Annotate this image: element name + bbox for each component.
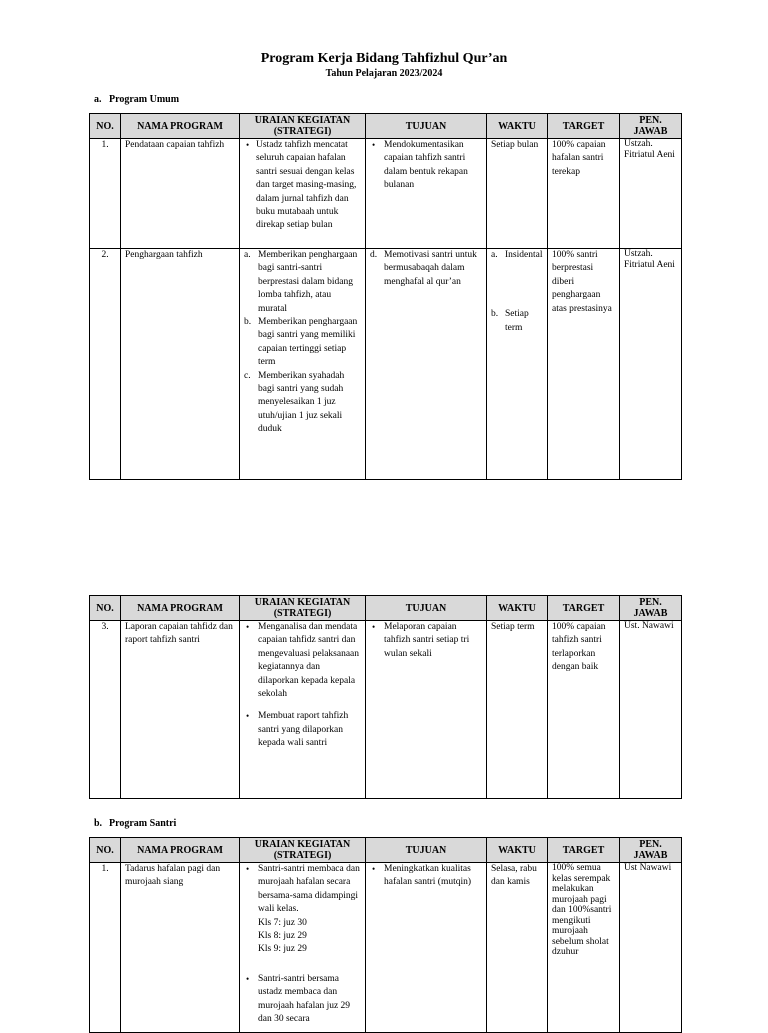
program-umum-table [89,113,682,480]
row-no: 3. [90,621,121,799]
header-pj-line2: JAWAB [633,126,668,137]
row-uraian [240,249,366,480]
document-title: Program Kerja Bidang Tahfizhul Qur’an [260,51,508,66]
bullet-marker: • [372,622,376,632]
waktu-list [491,249,543,335]
table-row [90,249,682,480]
header-waktu: WAKTU [487,114,548,139]
row-target: 100% capaian tahfizh santri terlaporkan dengan baik [548,621,620,799]
header-uraian [240,596,366,621]
document-subtitle: Tahun Pelajaran 2023/2024 [325,68,443,79]
header-waktu: WAKTU [487,838,548,863]
header-program: NAMA PROGRAM [121,596,240,621]
row-waktu: Selasa, rabu dan kamis [487,863,548,1033]
bullet-marker: • [246,711,250,722]
list-item-text: Memberikan penghargaan bagi santri-santri berprestasi dalam bidang lomba tahfizh, atau muratal [258,250,358,314]
row-waktu: Setiap bulan [487,139,548,249]
bullet-marker: • [372,864,376,874]
row-tujuan [366,863,487,1033]
header-pj [620,596,682,621]
header-pj [620,838,682,863]
row-target: 100% semua kelas serempak melakukan murojaah pagi dan 100%santri mengikuti murojaah sebelum sholat dzuhur [548,863,620,1033]
list-item-text: Santri-santri bersama ustadz membaca dan murojaah hafalan juz 29 dan 30 secara [258,973,351,1025]
row-tujuan [366,139,487,249]
list-item-text: Santri-santri membaca dan murojaah hafalan secara bersama-sama didampingi wali kelas. [258,864,360,915]
list-item-text: Memberikan syahadah bagi santri yang sudah menyelesaikan 1 juz utuh/ujian 1 juz sekali duduk [258,370,345,435]
list-item [244,370,361,437]
header-uraian-line2: (STRATEGI) [273,608,332,619]
bullet-marker: • [246,140,250,150]
list-item [370,249,482,289]
class-target-kls-7: Kls 7: juz 30 [258,917,307,928]
row-pj: Ustzah. Fitriatul Aeni [620,249,682,480]
tujuan-list [370,249,482,289]
table-header-row [90,596,682,621]
uraian-list [244,621,361,751]
header-uraian-line1: URAIAN KEGIATAN [254,597,351,608]
bullet-marker: • [372,140,376,150]
uraian-list [244,249,361,437]
row-program: Tadarus hafalan pagi dan murojaah siang [121,863,240,1033]
section-title: Program Umum [109,94,180,105]
row-uraian [240,621,366,799]
list-item [244,973,361,1027]
class-target-kls-9: Kls 9: juz 29 [258,944,307,955]
list-item-text: Memberikan penghargaan bagi santri yang memiliki capaian tertinggi setiap term [258,317,358,368]
header-target: TARGET [548,838,620,863]
uraian-list [244,863,361,1026]
section-heading-program-santri [94,818,176,829]
list-marker: b. [491,309,499,320]
bullet-marker: • [246,973,250,984]
list-item [244,139,361,233]
tujuan-list [370,863,482,890]
table-row [90,863,682,1033]
row-uraian [240,863,366,1033]
list-marker: c. [244,370,251,381]
row-no: 1. [90,863,121,1033]
row-no: 1. [90,139,121,249]
table-header-row [90,838,682,863]
list-marker: d. [370,250,378,260]
row-uraian [240,139,366,249]
header-tujuan: TUJUAN [366,838,487,863]
section-heading-program-umum [94,94,179,105]
list-item [244,249,361,316]
list-item-text: Ustadz tahfizh mencatat seluruh capaian hafalan santri sesuai dengan kelas dan target masing-masing, dalam jurnal tahfizh dan buku mutabaah untuk direkap setiap bulan [256,140,357,231]
row-pj: Ust. Nawawi [620,621,682,799]
list-item [370,621,482,661]
header-tujuan: TUJUAN [366,596,487,621]
list-marker: b. [244,317,252,328]
class-target-kls-8: Kls 8: juz 29 [258,931,307,942]
header-uraian-line2: (STRATEGI) [273,126,332,137]
header-pj-line1: PEN. [639,597,662,608]
list-item [244,621,361,701]
row-program: Penghargaan tahfizh [121,249,240,480]
list-item [491,308,543,335]
table-header-row [90,114,682,139]
section-marker: a. [94,94,102,105]
row-no: 2. [90,249,121,480]
list-item-text: Memotivasi santri untuk bermusabaqah dalam menghafal al qur’an [384,250,477,287]
header-pj-line2: JAWAB [633,608,668,619]
header-waktu: WAKTU [487,596,548,621]
header-tujuan: TUJUAN [366,114,487,139]
list-item-text: Meningkatkan kualitas hafalan santri (mutqin) [384,864,472,888]
header-no: NO. [90,114,121,139]
list-item-text: Insidental [505,250,543,260]
header-program: NAMA PROGRAM [121,114,240,139]
row-pj: Ustzah. Fitriatul Aeni [620,139,682,249]
list-item [370,863,482,890]
list-item [370,139,482,193]
list-item-text: Setiap term [505,309,529,333]
row-waktu [487,249,548,480]
row-program: Laporan capaian tahfidz dan raport tahfizh santri [121,621,240,799]
header-pj-line1: PEN. [639,839,662,850]
section-marker: b. [94,818,103,829]
uraian-list [244,139,361,233]
row-tujuan [366,621,487,799]
bullet-marker: • [246,622,250,632]
row-waktu: Setiap term [487,621,548,799]
header-target: TARGET [548,114,620,139]
program-santri-table [89,837,682,1033]
list-item-text: Menganalisa dan mendata capaian tahfidz santri dan mengevaluasi pelaksanaan kegiatannya dan dilaporkan kepada kepala sekolah [258,622,360,700]
list-item-text: Melaporan capaian tahfizh santri setiap tri wulan sekali [384,622,470,659]
header-uraian-line1: URAIAN KEGIATAN [254,115,351,126]
table-row [90,139,682,249]
header-pj-line1: PEN. [639,115,662,126]
row-tujuan [366,249,487,480]
tujuan-list [370,139,482,193]
table-row [90,621,682,799]
header-uraian [240,114,366,139]
tujuan-list [370,621,482,661]
bullet-marker: • [246,864,250,874]
row-target: 100% santri berprestasi diberi penghargaan atas prestasinya [548,249,620,480]
header-no: NO. [90,596,121,621]
list-item-text: Mendokumentasikan capaian tahfizh santri dalam bentuk rekapan bulanan [384,140,468,191]
list-marker: a. [244,250,251,260]
header-no: NO. [90,838,121,863]
header-uraian-line1: URAIAN KEGIATAN [254,839,351,850]
list-item [244,710,361,750]
header-uraian-line2: (STRATEGI) [273,850,332,861]
header-program: NAMA PROGRAM [121,838,240,863]
header-pj-line2: JAWAB [633,850,668,861]
row-pj: Ust Nawawi [620,863,682,1033]
header-pj [620,114,682,139]
header-uraian [240,838,366,863]
row-program: Pendataan capaian tahfizh [121,139,240,249]
list-item [244,316,361,370]
list-item-text: Membuat raport tahfizh santri yang dilaporkan kepada wali santri [258,711,349,749]
list-item [244,863,361,957]
header-target: TARGET [548,596,620,621]
program-umum-table-continued [89,595,682,799]
list-item [491,249,543,262]
row-target: 100% capaian hafalan santri terekap [548,139,620,249]
section-title: Program Santri [109,818,177,829]
list-marker: a. [491,250,498,260]
